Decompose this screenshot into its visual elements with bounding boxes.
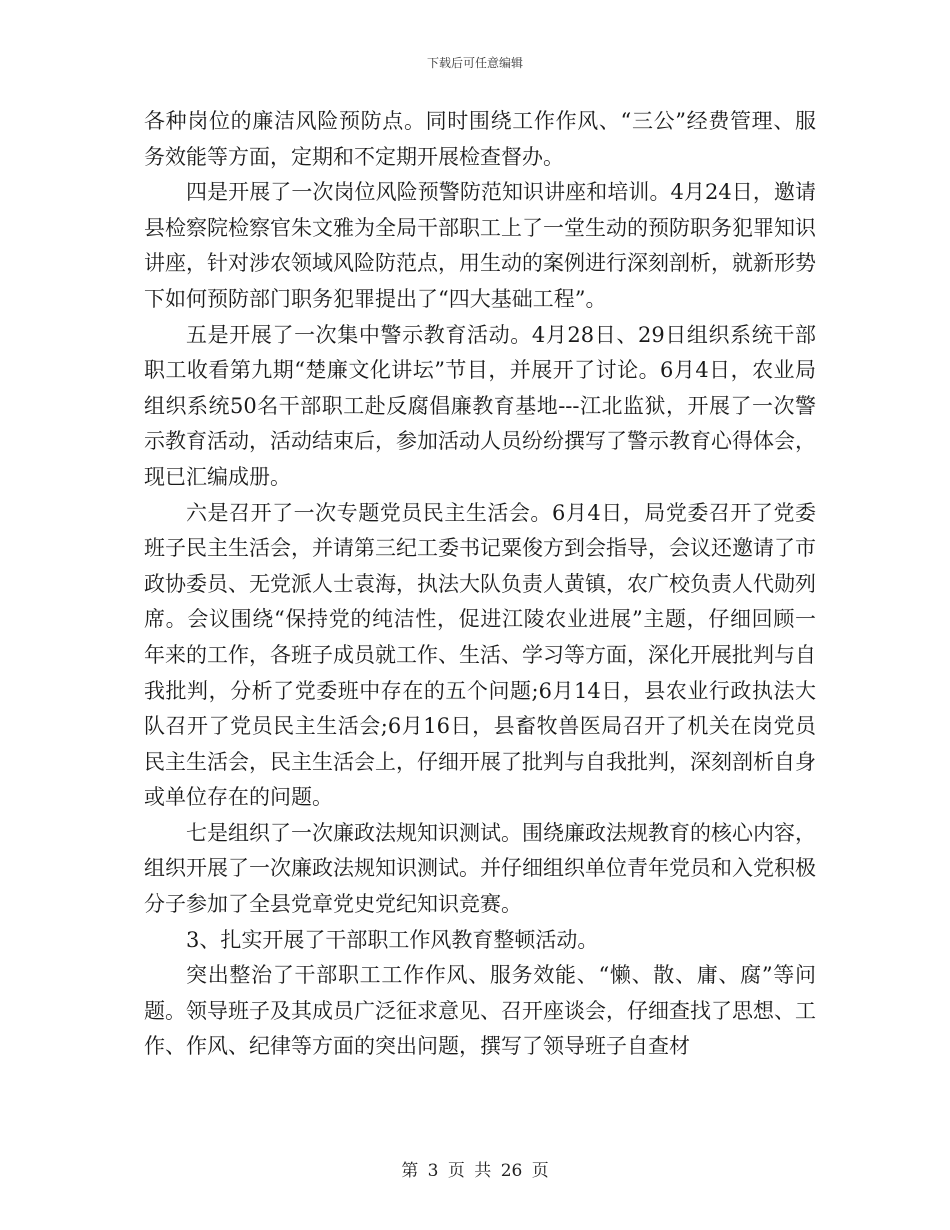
paragraph-5: 七是组织了一次廉政法规知识测试。围绕廉政法规教育的核心内容，组织开展了一次廉政法规知识测试。并仔细组织单位青年党员和入党积极分子参加了全县党章党史党纪知识竞赛。 bbox=[144, 820, 816, 917]
paragraph-7: 突出整治了干部职工工作作风、服务效能、“懒、散、庸、腐”等问题。领导班子及其成员广泛征求意见、召开座谈会，仔细查找了思想、工作、作风、纪律等方面的突出问题，撰写了领导班子自查材 bbox=[144, 963, 816, 1059]
paragraph-2: 四是开展了一次岗位风险预警防范知识讲座和培训。4月24日，邀请县检察院检察官朱文雅为全局干部职工上了一堂生动的预防职务犯罪知识讲座，针对涉农领域风险防范点，用生动的案例进行深刻剖析，就新形势下如何预防部门职务犯罪提出了“四大基础工程”。 bbox=[144, 180, 816, 311]
paragraph-6: 3、扎实开展了干部职工作风教育整顿活动。 bbox=[186, 927, 599, 952]
paragraph-4: 六是召开了一次专题党员民主生活会。6月4日，局党委召开了党委班子民主生活会，并请第三纪工委书记粟俊方到会指导，会议还邀请了市政协委员、无党派人士袁海，执法大队负责人黄镇，农广校负责人代勋列席。会议围绕“保持党的纯洁性，促进江陵农业进展”主题，仔细回顾一年来的工作，各班子成员就工作、生活、学习等方面，深化开展批判与自我批判，分析了党委班中存在的五个问题;6月14日，县农业行政执法大队召开了党员民主生活会;6月16日，县畜牧兽医局召开了机关在岗党员民主生活会，民主生活会上，仔细开展了批判与自我批判，深刻剖析自身或单位存在的问题。 bbox=[144, 500, 816, 810]
page-header-note: 下载后可任意编辑 bbox=[426, 56, 523, 70]
page-number-footer: 第 3 页 共 26 页 bbox=[401, 1161, 549, 1181]
paragraph-3: 五是开展了一次集中警示教育活动。4月28日、29日组织系统干部职工收看第九期“楚廉文化讲坛”节目，并展开了讨论。6月4日，农业局组织系统50名干部职工赴反腐倡廉教育基地---江北监狱，开展了一次警示教育活动，活动结束后，参加活动人员纷纷撰写了警示教育心得体会，现已汇编成册。 bbox=[144, 322, 816, 489]
paragraph-1: 各种岗位的廉洁风险预防点。同时围绕工作作风、“三公”经费管理、服务效能等方面，定期和不定期开展检查督办。 bbox=[144, 109, 816, 169]
document-body bbox=[144, 104, 816, 1065]
